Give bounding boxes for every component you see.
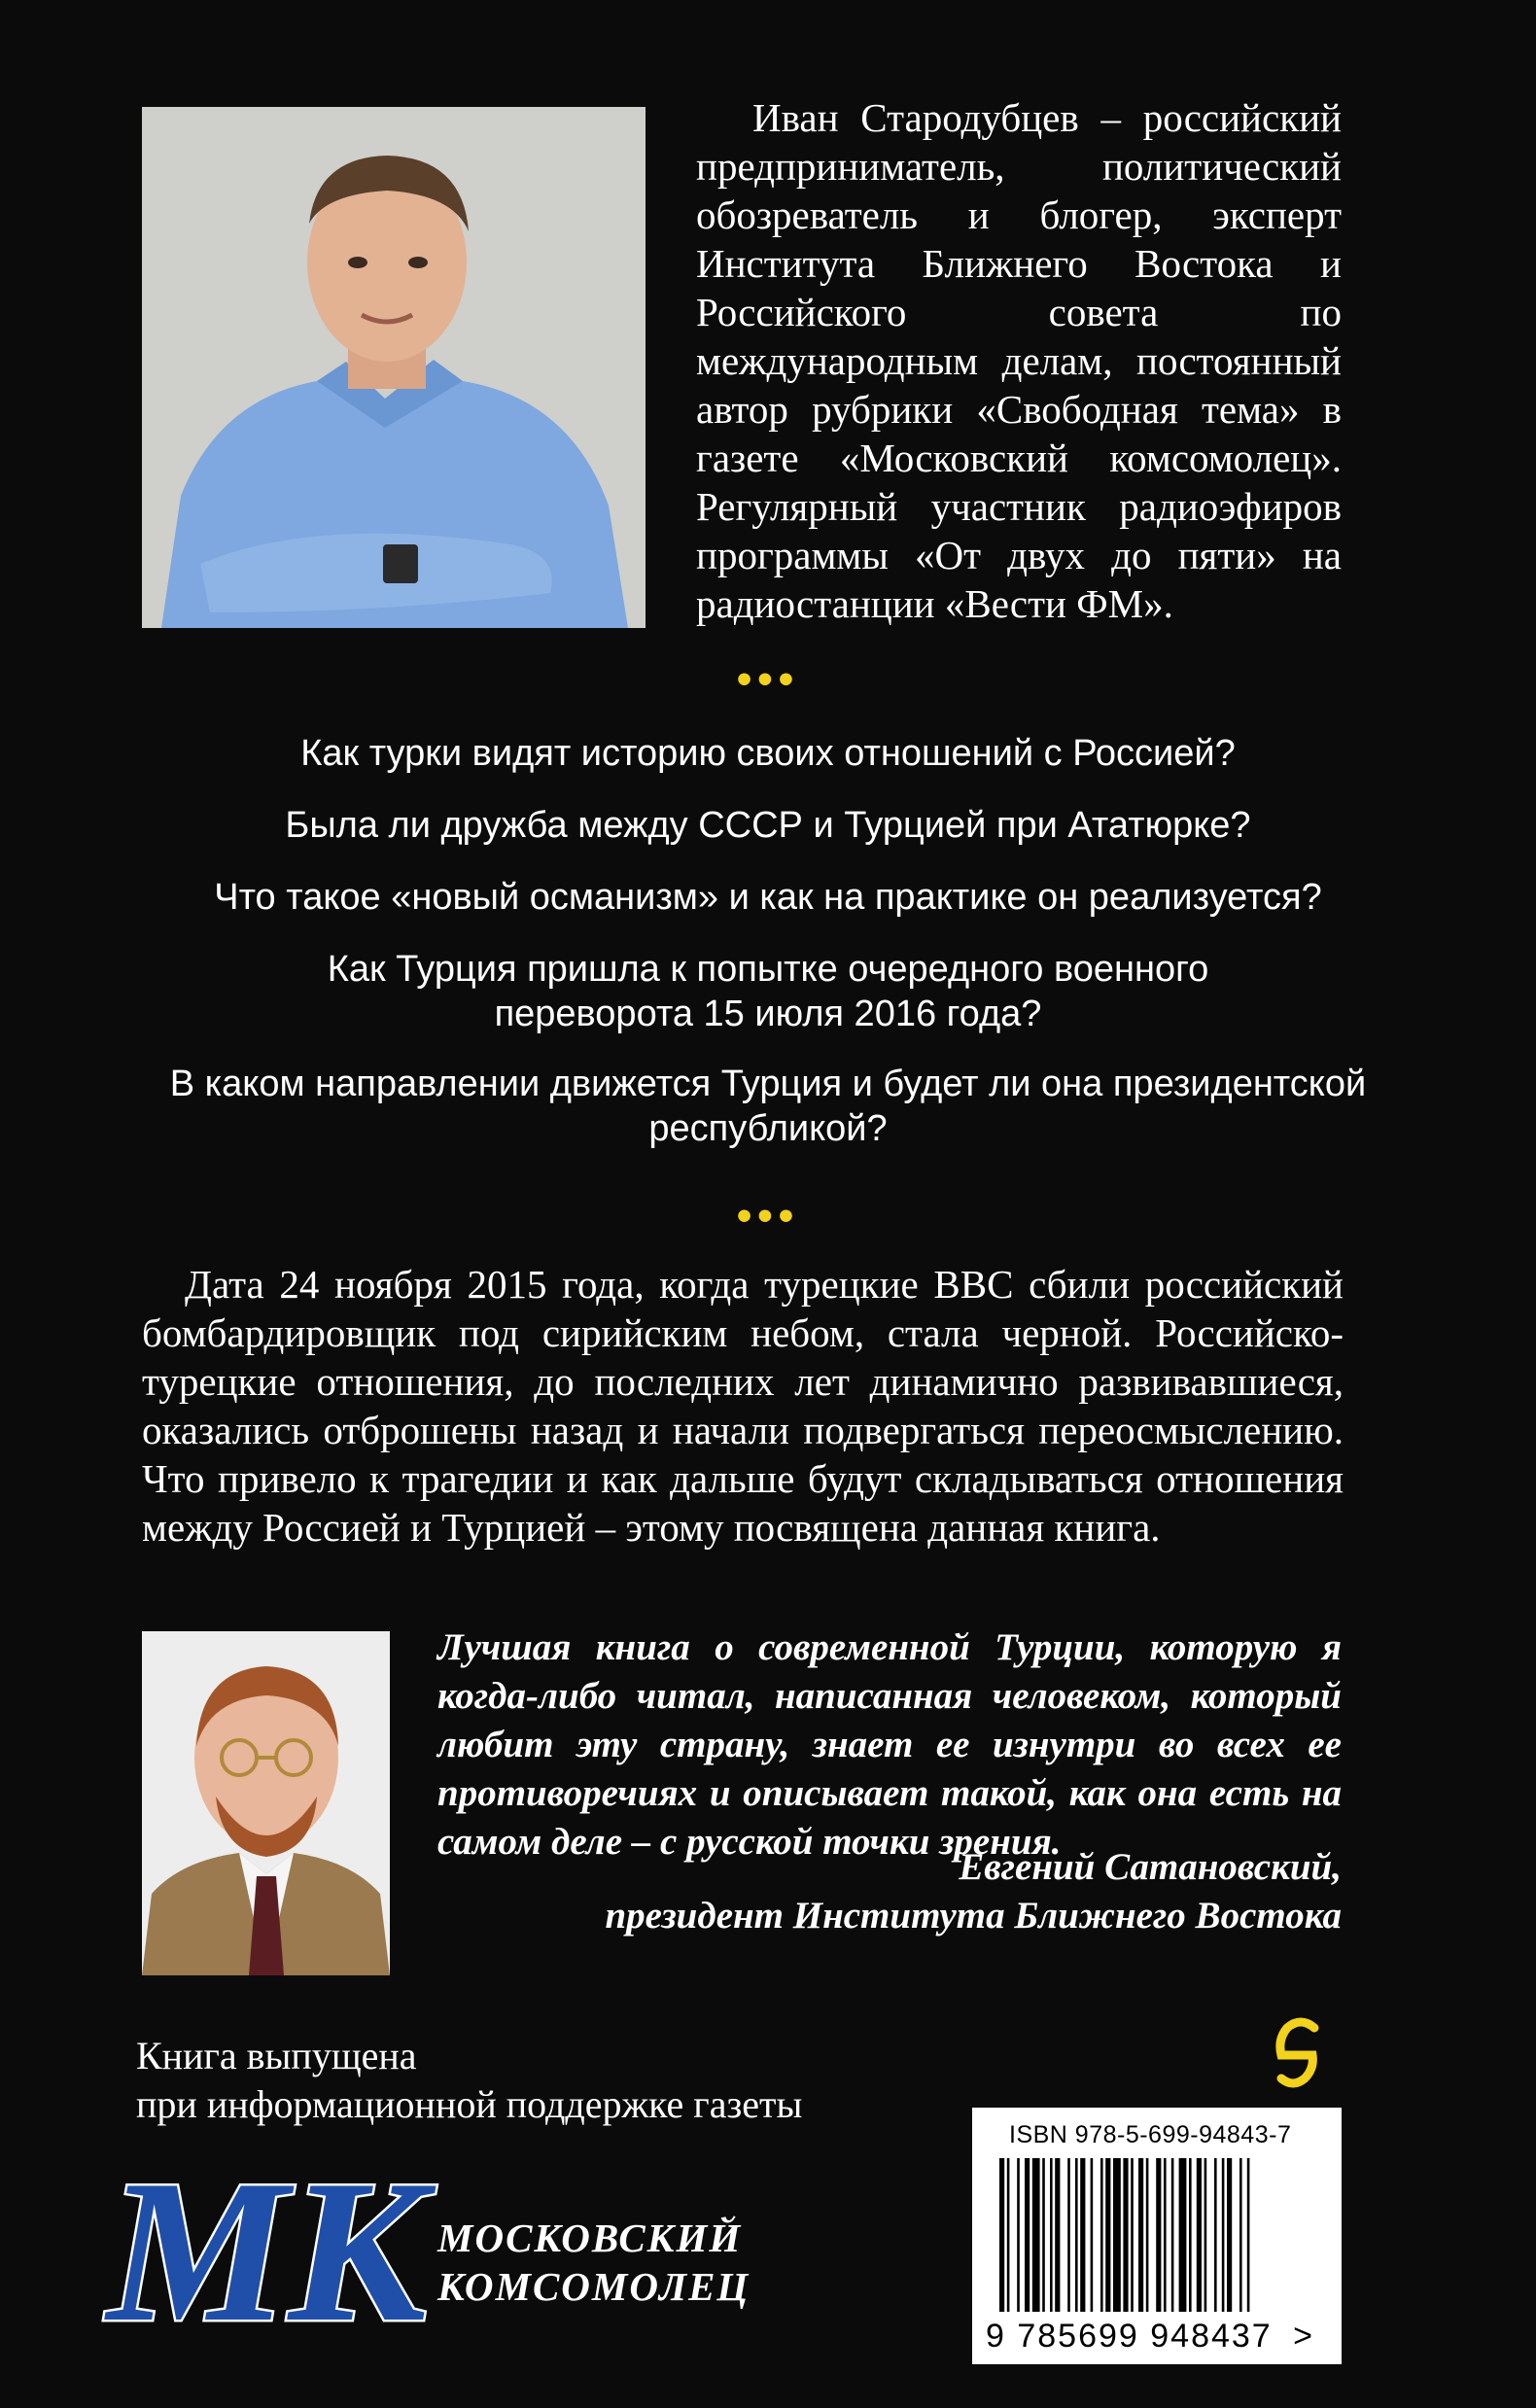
quote-author-name: Евгений Сатановский, bbox=[959, 1846, 1342, 1888]
question-item: Как Турция пришла к попытке очередного военного переворота 15 июля 2016 года? bbox=[327, 949, 1209, 1034]
barcode-bar bbox=[1227, 2158, 1232, 2312]
support-line: при информационной поддержке газеты bbox=[136, 2082, 803, 2126]
author-photo bbox=[142, 107, 646, 628]
barcode-bar bbox=[1131, 2158, 1134, 2312]
barcode-bar bbox=[1050, 2158, 1053, 2312]
questions-list bbox=[136, 731, 1400, 1176]
question-item: Что такое «новый османизм» и как на практике он реализуется? bbox=[214, 877, 1322, 918]
question-item: Как турки видят историю своих отношений с Россией? bbox=[300, 733, 1236, 774]
barcode-bar bbox=[1042, 2158, 1045, 2312]
support-line: Книга выпущена bbox=[136, 2034, 417, 2077]
barcode-bar bbox=[1017, 2158, 1020, 2312]
barcode-bar bbox=[1091, 2158, 1094, 2312]
newspaper-name-line: КОМСОМОЛЕЦ bbox=[437, 2264, 751, 2309]
barcode-bar bbox=[1239, 2158, 1242, 2312]
barcode-bar bbox=[1007, 2158, 1010, 2312]
barcode-bar bbox=[1067, 2158, 1070, 2312]
barcode-bar bbox=[1171, 2158, 1174, 2312]
barcode-bar bbox=[1055, 2158, 1060, 2312]
quote-author-title: президент Института Ближнего Востока bbox=[605, 1895, 1342, 1937]
barcode-bar bbox=[1164, 2158, 1167, 2312]
barcode-bar bbox=[1189, 2158, 1192, 2312]
review-quote: Лучшая книга о современной Турции, которую я когда-либо читал, написанная человеком, который любит эту страну, знает ее изнутри во всех ее противоречиях и описывает такой, как она есть на самом деле – с русской точки зрения. bbox=[437, 1626, 1342, 1863]
expert-photo bbox=[142, 1631, 390, 1975]
question-item: В каком направлении движется Турция и будет ли она президентской республикой? bbox=[169, 1064, 1367, 1149]
eksmo-logo bbox=[1275, 2014, 1322, 2096]
isbn-digits: 9 785699 948437 bbox=[986, 2318, 1273, 2355]
newspaper-name-line: МОСКОВСКИЙ bbox=[437, 2216, 743, 2260]
isbn-marker: > bbox=[1293, 2318, 1315, 2355]
barcode-bar bbox=[1123, 2158, 1128, 2312]
barcode-bar bbox=[1032, 2158, 1040, 2312]
barcode-bar bbox=[1080, 2158, 1085, 2312]
barcode-bar bbox=[1113, 2158, 1121, 2312]
barcode-bar bbox=[1156, 2158, 1161, 2312]
barcode-bar bbox=[1075, 2158, 1078, 2312]
barcode-bar bbox=[1179, 2158, 1187, 2312]
separator-dots: ••• bbox=[736, 655, 800, 703]
support-note bbox=[136, 2032, 972, 2129]
mk-logo bbox=[97, 2129, 467, 2362]
barcode-bar bbox=[1100, 2158, 1103, 2312]
barcode-bar bbox=[1222, 2158, 1225, 2312]
mk-logo-letters: МК bbox=[107, 2139, 428, 2362]
barcode-bar bbox=[1204, 2158, 1207, 2312]
barcode-bar bbox=[1146, 2158, 1149, 2312]
barcode bbox=[999, 2158, 1314, 2312]
barcode-bar bbox=[1025, 2158, 1030, 2312]
barcode-bar bbox=[1197, 2158, 1202, 2312]
question-item: Была ли дружба между СССР и Турцией при Ататюрке? bbox=[285, 805, 1251, 846]
isbn-barcode-box bbox=[972, 2108, 1342, 2364]
book-synopsis: Дата 24 ноября 2015 года, когда турецкие ВВС сбили российский бомбардировщик под сирийским небом, стала черной. Российско-турецкие отношения, до последних лет динамично развивавшиеся, оказались отброшены назад и начали подвергаться переосмыслению. Что привело к трагедии и как дальше будут складываться отношения между Россией и Турцией – этому посвящена данная книга. bbox=[142, 1262, 1344, 1550]
barcode-bar bbox=[1247, 2158, 1250, 2312]
barcode-bar bbox=[999, 2158, 1004, 2312]
barcode-bar bbox=[1105, 2158, 1110, 2312]
author-bio: Иван Стародубцев – российский предприниматель, политический обозреватель и блогер, эксперт Института Ближнего Востока и Российского совета по международным делам, постоянный автор рубрики «Свободная тема» в газете «Московский комсомолец». Регулярный участник радиоэфиров программы «От двух до пяти» на радиостанции «Вести ФМ». bbox=[696, 95, 1342, 626]
isbn-label: ISBN 978-5-699-94843-7 bbox=[1009, 2121, 1292, 2148]
barcode-bar bbox=[1214, 2158, 1217, 2312]
barcode-bar bbox=[1138, 2158, 1143, 2312]
barcode-digits bbox=[986, 2318, 1336, 2356]
separator-dots: ••• bbox=[736, 1192, 800, 1239]
